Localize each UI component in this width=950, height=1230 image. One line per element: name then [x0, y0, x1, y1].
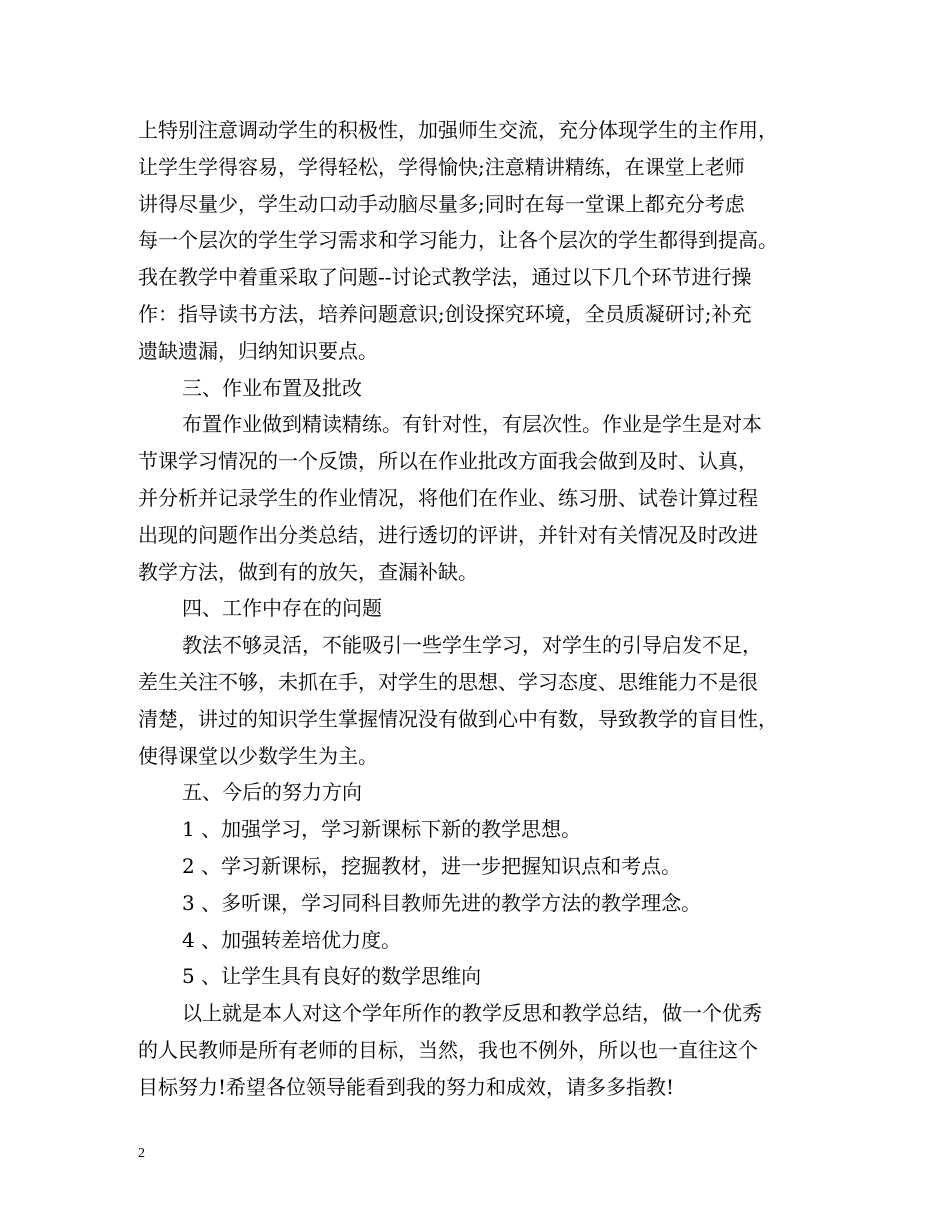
text-line: 差生关注不够，未抓在手，对学生的思想、学习态度、思维能力不是很 [138, 669, 758, 694]
text-line: 使得课堂以少数学生为主。 [138, 743, 378, 768]
document-body [138, 112, 838, 1106]
text-line: 3 、多听课，学习同科目教师先进的教学方法的教学理念。 [182, 890, 702, 915]
text-line: 讲得尽量少，学生动口动手动脑尽量多;同时在每一堂课上都充分考虑 [138, 191, 745, 216]
text-line: 1 、加强学习，学习新课标下新的教学思想。 [182, 817, 582, 842]
text-line: 遗缺遗漏，归纳知识要点。 [138, 338, 378, 363]
text-line: 2 、学习新课标，挖掘教材，进一步把握知识点和考点。 [182, 853, 682, 878]
text-line: 教法不够灵活，不能吸引一些学生学习，对学生的引导启发不足， [182, 633, 762, 658]
text-line: 教学方法，做到有的放矢，查漏补缺。 [138, 559, 478, 584]
text-line: 目标努力!希望各位领导能看到我的努力和成效，请多多指教! [138, 1074, 675, 1099]
text-line: 四、工作中存在的问题 [182, 596, 382, 621]
text-line: 5 、让学生具有良好的数学思维向 [182, 964, 482, 989]
text-line: 每一个层次的学生学习需求和学习能力，让各个层次的学生都得到提高。 [138, 228, 778, 253]
text-line: 出现的问题作出分类总结，进行透切的评讲，并针对有关情况及时改进 [138, 522, 758, 547]
text-line: 布置作业做到精读精练。有针对性，有层次性。作业是学生是对本 [182, 412, 762, 437]
text-line: 的人民教师是所有老师的目标，当然，我也不例外，所以也一直往这个 [138, 1037, 758, 1062]
page-number: 2 [138, 1146, 145, 1161]
text-line: 五、今后的努力方向 [182, 780, 362, 805]
text-line: 让学生学得容易，学得轻松，学得愉快;注意精讲精练，在课堂上老师 [138, 154, 745, 179]
text-line: 清楚，讲过的知识学生掌握情况没有做到心中有数，导致教学的盲目性， [138, 706, 778, 731]
text-line: 并分析并记录学生的作业情况，将他们在作业、练习册、试卷计算过程 [138, 485, 758, 510]
text-line: 以上就是本人对这个学年所作的教学反思和教学总结，做一个优秀 [182, 1001, 762, 1026]
text-line: 4 、加强转差培优力度。 [182, 927, 402, 952]
text-line: 上特别注意调动学生的积极性，加强师生交流，充分体现学生的主作用， [138, 118, 778, 142]
text-line: 三、作业布置及批改 [182, 375, 362, 400]
text-line: 作：指导读书方法，培养问题意识;创设探究环境，全员质凝研讨;补充 [138, 301, 752, 326]
text-line: 节课学习情况的一个反馈，所以在作业批改方面我会做到及时、认真， [138, 449, 758, 474]
text-line: 我在教学中着重采取了问题--讨论式教学法，通过以下几个环节进行操 [138, 265, 752, 290]
